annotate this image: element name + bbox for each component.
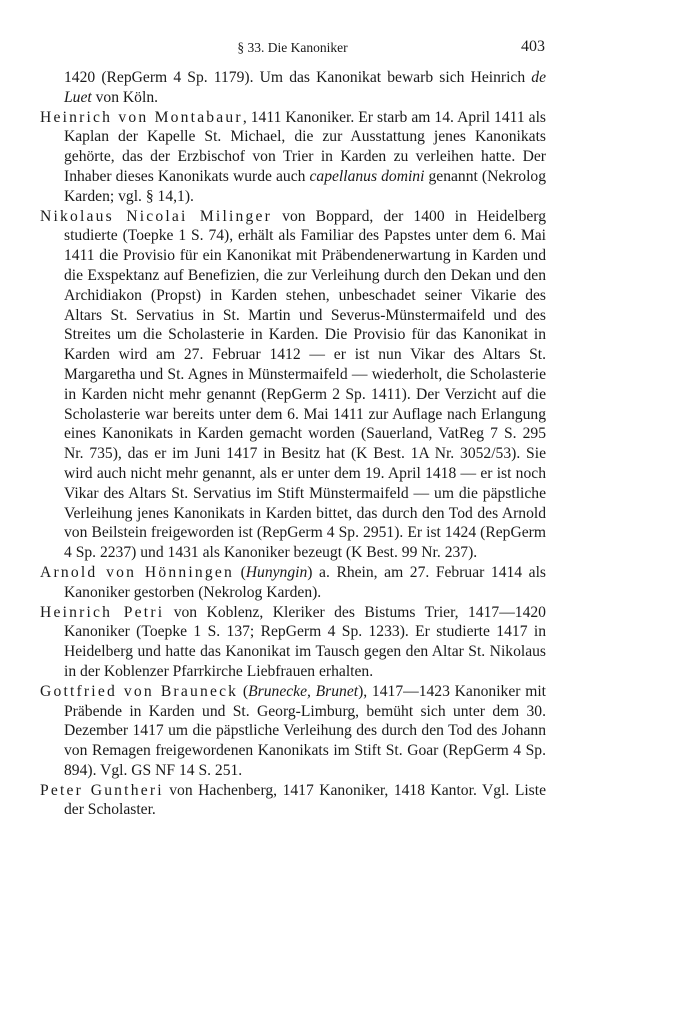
running-title: § 33. Die Kanoniker bbox=[237, 40, 348, 55]
person-entry bbox=[40, 781, 546, 821]
document-body bbox=[40, 68, 546, 820]
continued-entry bbox=[40, 68, 546, 108]
person-entry bbox=[40, 603, 546, 682]
person-entry bbox=[40, 207, 546, 563]
person-name: Peter Guntheri bbox=[40, 781, 164, 799]
person-name: Gottfried von Brauneck bbox=[40, 682, 239, 700]
entry-text: 1420 (RepGerm 4 Sp. 1179). Um das Kanonikat bewarb sich Heinrich bbox=[64, 69, 532, 86]
entry-text: von Köln. bbox=[91, 88, 159, 106]
italic-text: Brunecke, Brunet bbox=[248, 682, 359, 700]
entry-text: ), 1417—1423 Kanoniker mit Präbende in Karden und St. Georg-Limburg, bemüht sich unter dem 30. Dezember 1417 um die päpstliche Verleihung des durch den Tod des Johann von Remagen freigewordenen Kanonikats im Stift St. Goar (RepGerm 4 Sp. 894). Vgl. GS NF 14 S. 251. bbox=[64, 682, 546, 779]
entry-text: von Koblenz, Kleriker des Bistums Trier, 1417—1420 Kanoniker (Toepke 1 S. 137; RepGerm 4 Sp. 1233). Er studierte 1417 in Heidelberg und hatte das Kanonikat im Tausch gegen den Altar St. Nikolaus in der Koblenzer Pfarrkirche Liebfrauen erhalten. bbox=[64, 603, 546, 680]
person-entry bbox=[40, 682, 546, 781]
person-name: Heinrich Petri bbox=[40, 603, 165, 621]
entry-text: , 1411 Kanoniker. Er starb am 14. April 1411 als Kaplan der Kapelle St. Michael, die zur Ausstattung jenes Kanonikats gehörte, das der Erzbischof von Trier in Karden zu verleihen hatte. Der Inhaber dieses Kanonikats wurde auch bbox=[64, 108, 546, 185]
entry-text: ( bbox=[238, 682, 249, 700]
italic-text: Hunyngin bbox=[245, 563, 308, 581]
entry-text: ) a. Rhein, am 27. Februar 1414 als Kanoniker gestorben (Nekrolog Karden). bbox=[64, 563, 546, 601]
person-name: Arnold von Hönningen bbox=[40, 563, 235, 581]
person-name: Nikolaus Nicolai Milinger bbox=[40, 207, 273, 225]
entry-text: ( bbox=[234, 563, 246, 581]
running-header bbox=[40, 38, 545, 60]
italic-text: de Luet bbox=[64, 69, 546, 106]
person-entry bbox=[40, 108, 546, 207]
italic-text: capellanus domini bbox=[309, 167, 425, 185]
entry-text: von Hachenberg, 1417 Kanoniker, 1418 Kantor. Vgl. Liste der Scholaster. bbox=[64, 781, 547, 819]
person-entry bbox=[40, 563, 546, 603]
person-name: Heinrich von Montabaur bbox=[40, 108, 243, 126]
entry-text: von Boppard, der 1400 in Heidelberg studierte (Toepke 1 S. 74), erhält als Familiar des Papstes unter dem 6. Mai 1411 die Provisio für ein Kanonikat mit Präbendenerwartung in Karden und die Exspektanz auf Benefizien, die zur Verleihung durch den Dekan und den Archidiakon (Propst) in Karden stehen, unbeschadet seiner Vikarie des Altars St. Servatius in St. Martin und Severus-Münstermaifeld und des Streites um die Scholasterie in Karden. Die Provisio für das Kanonikat in Karden wird am 27. Februar 1412 — er ist nun Vikar des Altars St. Margaretha und St. Agnes in Münstermaifeld — wiederholt, die Scholasterie in Karden nicht mehr genannt (RepGerm 2 Sp. 1411). Der Verzicht auf die Scholasterie war bereits unter dem 6. Mai 1411 zur Auflage nach Erlangung eines Kanonikats in Karden gemacht worden (Sauerland, VatReg 7 S. 295 Nr. 735), das er im Juni 1417 in Besitz hat (K Best. 1A Nr. 3052/53). Sie wird auch nicht mehr genannt, als er unter dem 19. April 1418 — er ist noch Vikar des Altars St. Servatius im Stift Münstermaifeld — um die päpstliche Verleihung jenes Kanonikats in Karden bittet, das durch den Tod des Arnold von Beilstein freigeworden ist (RepGerm 4 Sp. 2951). Er ist 1424 (RepGerm 4 Sp. 2237) und 1431 als Kanoniker bezeugt (K Best. 99 Nr. 237). bbox=[64, 207, 546, 562]
entry-text: genannt (Nekrolog Karden; vgl. § 14,1). bbox=[64, 167, 547, 205]
page-number: 403 bbox=[521, 38, 545, 55]
